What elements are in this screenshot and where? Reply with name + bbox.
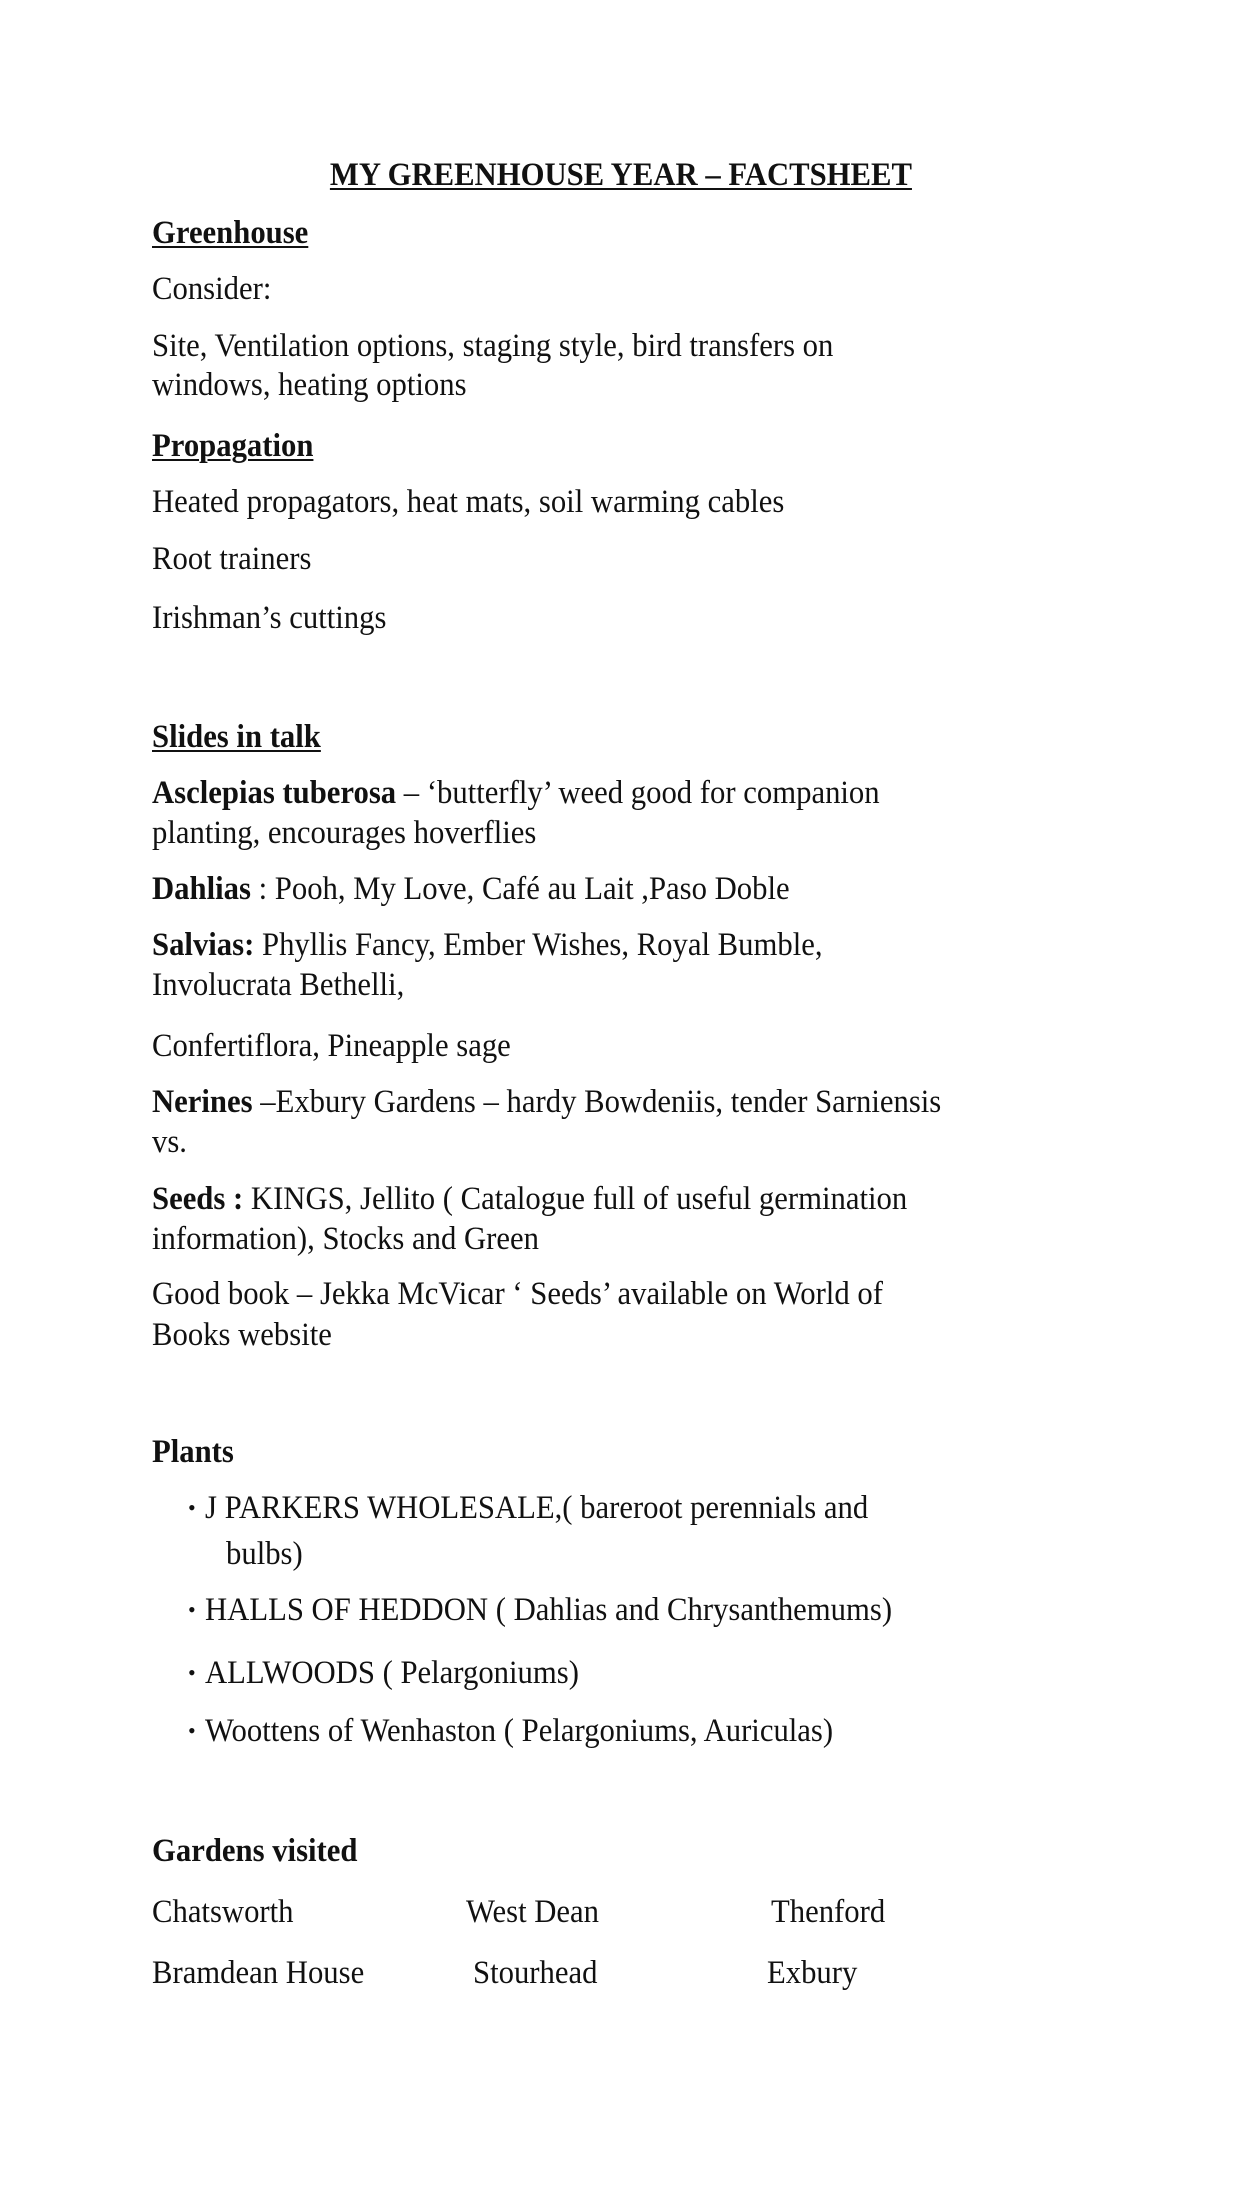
nerines-line2: vs. [152,1124,187,1160]
garden-name: Chatsworth [152,1894,294,1930]
asclepias-name: Asclepias tuberosa [152,775,397,811]
nerines-name: Nerines [152,1084,253,1120]
document-title-text: MY GREENHOUSE YEAR – FACTSHEET [329,157,913,193]
greenhouse-heading: Greenhouse [152,215,309,251]
garden-name: Bramdean House [152,1955,365,1991]
salvias-line3: Confertiflora, Pineapple sage [152,1028,511,1064]
bullet-icon: • [188,1495,196,1520]
dahlias-line [152,869,790,909]
book-line1: Good book – Jekka McVicar ‘ Seeds’ available on World of [152,1276,883,1312]
garden-name: West Dean [466,1894,600,1930]
garden-name: Stourhead [473,1955,598,1991]
propagation-heading: Propagation [152,428,314,464]
book-line2: Books website [152,1317,332,1353]
seeds-line2: information), Stocks and Green [152,1221,539,1257]
salvias-line1 [152,925,823,965]
plant-supplier: J PARKERS WHOLESALE,( bareroot perennials and [205,1490,869,1526]
plant-supplier-cont: bulbs) [226,1536,303,1572]
garden-name: Exbury [767,1955,858,1991]
slides-heading: Slides in talk [152,719,321,755]
salvias-line2: Involucrata Bethelli, [152,967,405,1003]
propagation-item: Heated propagators, heat mats, soil warming cables [152,484,785,520]
bullet-icon: • [188,1718,196,1743]
salvias-name: Salvias: [152,927,255,963]
propagation-item: Root trainers [152,541,312,577]
greenhouse-text-line2: windows, heating options [152,367,467,403]
plant-supplier: ALLWOODS ( Pelargoniums) [205,1655,579,1691]
document-title [0,155,1242,195]
seeds-line1 [152,1179,907,1219]
salvias-varieties: Phyllis Fancy, Ember Wishes, Royal Bumble, [254,927,823,963]
dahlias-varieties: : Pooh, My Love, Café au Lait ,Paso Doble [250,871,790,907]
nerines-line1 [152,1082,941,1122]
gardens-heading: Gardens visited [152,1833,358,1869]
greenhouse-text-line1: Site, Ventilation options, staging style, bird transfers on [152,328,834,364]
asclepias-line1 [152,773,880,813]
seeds-label: Seeds : [152,1181,244,1217]
plant-supplier: Woottens of Wenhaston ( Pelargoniums, Auriculas) [205,1713,834,1749]
dahlias-name: Dahlias [152,871,251,907]
garden-name: Thenford [771,1894,886,1930]
seeds-suppliers: KINGS, Jellito ( Catalogue full of useful germination [243,1181,908,1217]
bullet-icon: • [188,1660,196,1685]
plant-supplier: HALLS OF HEDDON ( Dahlias and Chrysanthemums) [205,1592,893,1628]
plants-heading: Plants [152,1434,234,1470]
asclepias-line2: planting, encourages hoverflies [152,815,537,851]
propagation-item: Irishman’s cuttings [152,600,387,636]
nerines-desc: –Exbury Gardens – hardy Bowdeniis, tender Sarniensis [252,1084,942,1120]
consider-label: Consider: [152,271,272,307]
bullet-icon: • [188,1597,196,1622]
asclepias-desc: – ‘butterfly’ weed good for companion [396,775,880,811]
